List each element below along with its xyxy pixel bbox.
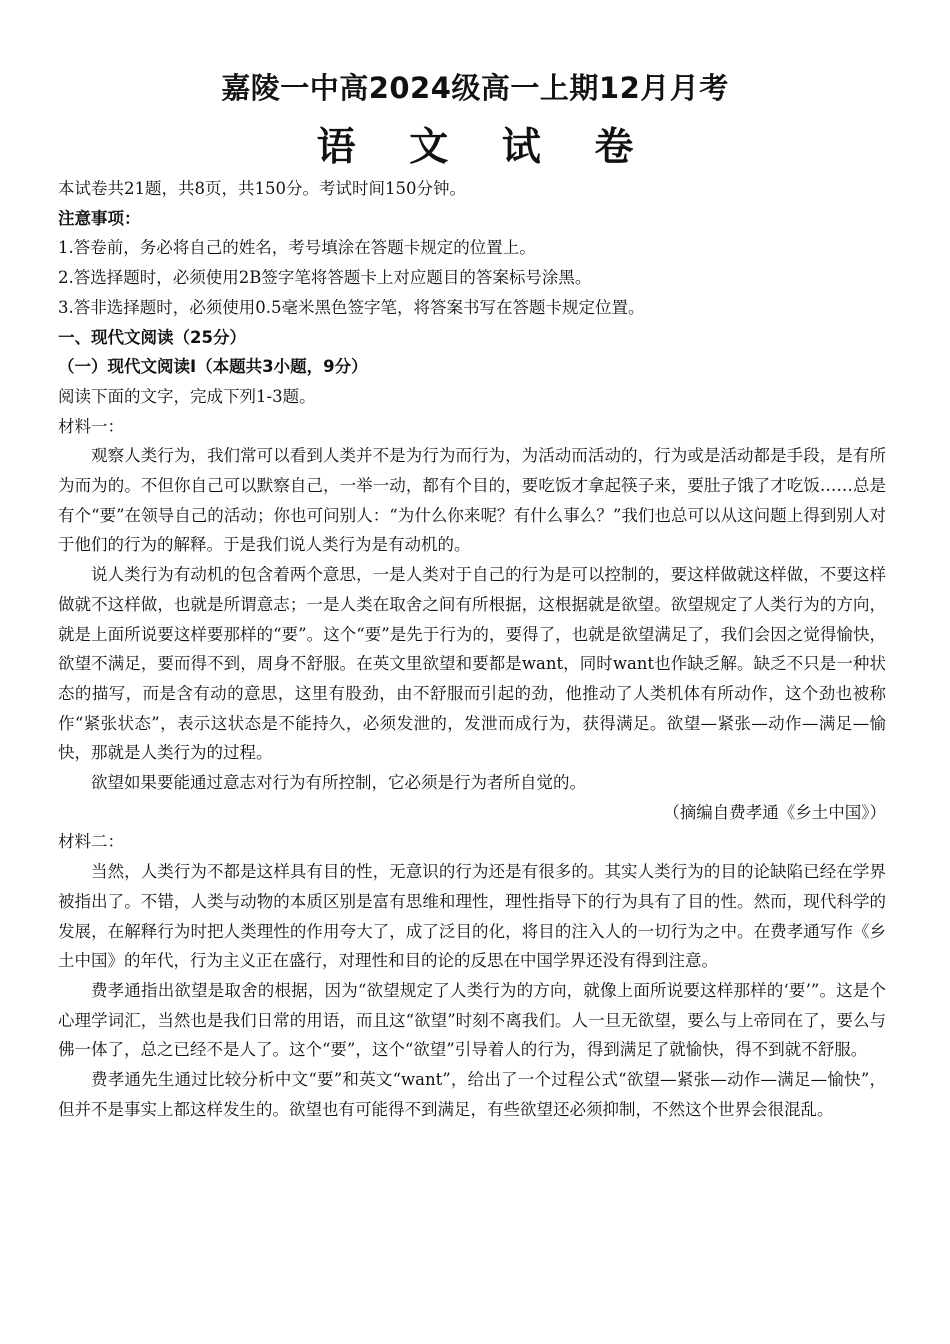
material-source: （摘编自费孝通《乡土中国》） — [663, 802, 886, 822]
exam-content — [58, 174, 886, 1125]
material-paragraph: 欲望如果要能通过意志对行为有所控制，它必须是行为者所自觉的。 — [91, 773, 586, 793]
reading-instruction: 阅读下面的文字，完成下列1-3题。 — [58, 386, 316, 406]
notes-heading: 注意事项： — [58, 208, 141, 228]
note-item: 2.答选择题时，必须使用2B签字笔将答题卡上对应题目的答案标号涂黑。 — [58, 268, 592, 288]
note-item: 1.答卷前，务必将自己的姓名，考号填涂在答题卡规定的位置上。 — [58, 238, 536, 258]
material-label: 材料二： — [58, 832, 124, 852]
material-label: 材料一： — [58, 416, 124, 436]
note-item: 3.答非选择题时，必须使用0.5毫米黑色签字笔，将答案书写在答题卡规定位置。 — [58, 297, 645, 317]
material-paragraph: 费孝通指出欲望是取舍的根据，因为“欲望规定了人类行为的方向，就像上面所说要这样那样的‘要’”。这是个心理学词汇，当然也是我们日常的用语，而且这“欲望”时刻不离我们。人一旦无欲望，要么与上帝同在了，要么与佛一体了，总之已经不是人了。这个“要”，这个“欲望”引导着人的行为，得到满足了就愉快，得不到就不舒服。 — [58, 980, 886, 1060]
section-heading: 一、现代文阅读（25分） — [58, 327, 246, 347]
material-paragraph: 费孝通先生通过比较分析中文“要”和英文“want”，给出了一个过程公式“欲望—紧张—动作—满足—愉快”，但并不是事实上都这样发生的。欲望也有可能得不到满足，有些欲望还必须抑制，不然这个世界会很混乱。 — [58, 1070, 886, 1119]
material-paragraph: 当然，人类行为不都是这样具有目的性，无意识的行为还是有很多的。其实人类行为的目的论缺陷已经在学界被指出了。不错，人类与动物的本质区别是富有思维和理性，理性指导下的行为具有了目的性。然而，现代科学的发展，在解释行为时把人类理性的作用夸大了，成了泛目的化，将目的注入人的一切行为之中。在费孝通写作《乡土中国》的年代，行为主义正在盛行，对理性和目的论的反思在中国学界还没有得到注意。 — [58, 862, 886, 971]
material-paragraph: 观察人类行为，我们常可以看到人类并不是为行为而行为，为活动而活动的，行为或是活动都是手段，是有所为而为的。不但你自己可以默察自己，一举一动，都有个目的，要吃饭才拿起筷子来，要肚子饿了才吃饭……总是有个“要”在领导自己的活动；你也可问别人：“为什么你来呢？有什么事么？”我们也总可以从这问题上得到别人对于他们的行为的解释。于是我们说人类行为是有动机的。 — [58, 446, 886, 555]
subsection-heading: （一）现代文阅读Ⅰ（本题共3小题，9分） — [58, 357, 368, 377]
subject-title: 语 文 试 卷 — [316, 125, 654, 170]
exam-intro: 本试卷共21题，共8页，共150分。考试时间150分钟。 — [58, 179, 466, 198]
material-paragraph: 说人类行为有动机的包含着两个意思，一是人类对于自己的行为是可以控制的，要这样做就这样做，不要这样做就不这样做，也就是所谓意志；一是人类在取舍之间有所根据，这根据就是欲望。欲望规定了人类行为的方向，就是上面所说要这样要那样的“要”。这个“要”是先于行为的，要得了，也就是欲望满足了，我们会因之觉得愉快，欲望不满足，要而得不到，周身不舒服。在英文里欲望和要都是want，同时want也作缺乏解。缺乏不只是一种状态的描写，而是含有动的意思，这里有股劲，由不舒服而引起的劲，他推动了人类机体有所动作，这个劲也被称作“紧张状态”，表示这状态是不能持久，必须发泄的，发泄而成行为，获得满足。欲望—紧张—动作—满足—愉快，那就是人类行为的过程。 — [58, 565, 886, 763]
exam-title: 嘉陵一中高2024级高一上期12月月考 — [221, 71, 729, 105]
